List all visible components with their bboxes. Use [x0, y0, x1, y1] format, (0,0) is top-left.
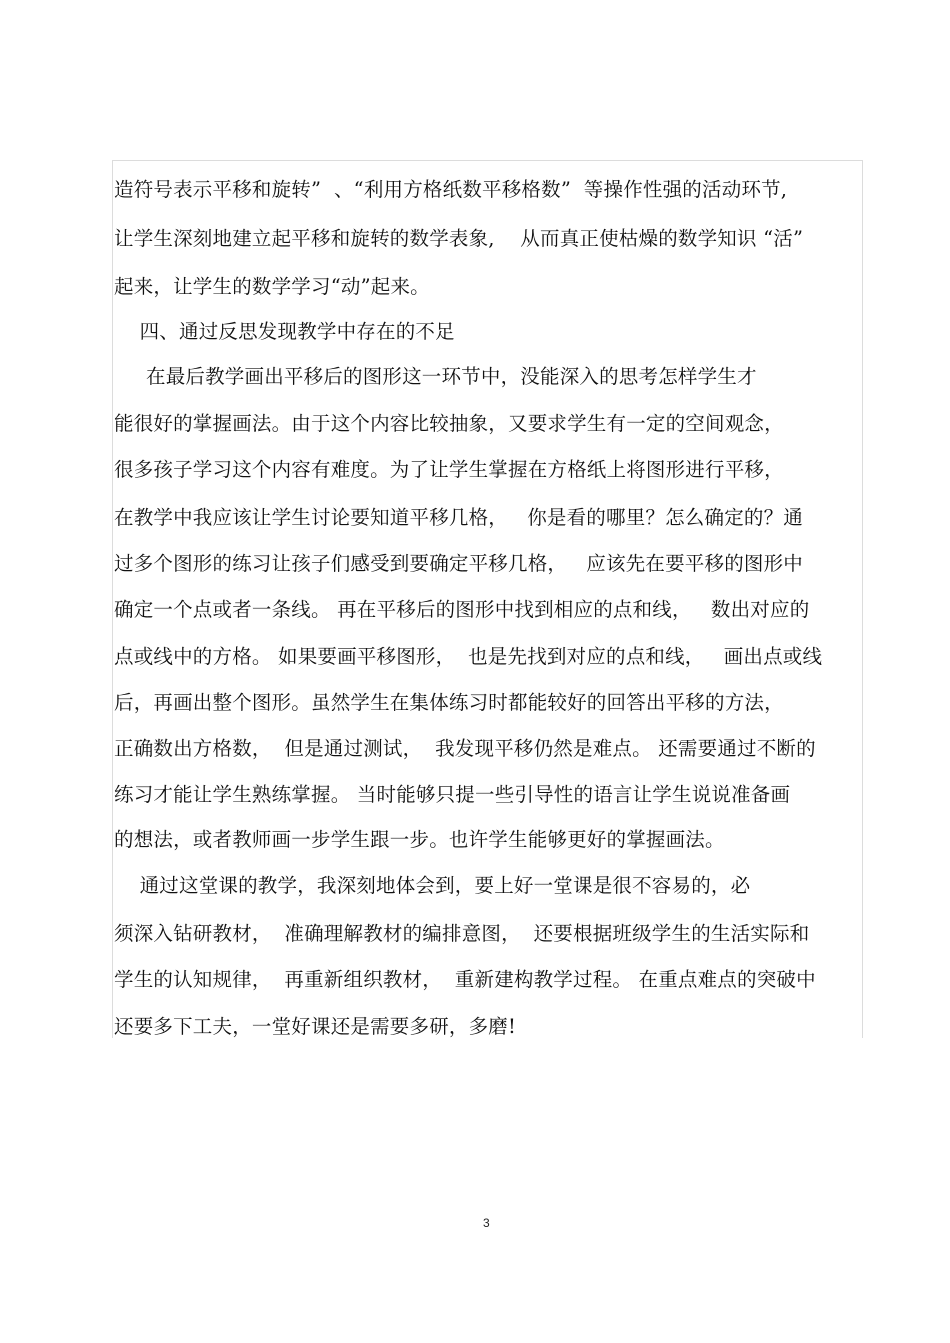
body-line-6: 能很好的掌握画法。由于这个内容比较抽象，又要求学生有一定的空间观念，	[114, 412, 784, 435]
body-line-11: 点或线中的方格。 如果要画平移图形， 也是先找到对应的点和线， 画出点或线	[114, 645, 823, 668]
body-line-18: 学生的认知规律， 再重新组织教材， 重新建构教学过程。 在重点难点的突破中	[114, 968, 816, 991]
body-line-14: 练习才能让学生熟练掌握。 当时能够只提一些引导性的语言让学生说说准备画	[114, 783, 791, 806]
body-line-10: 确定一个点或者一条线。 再在平移后的图形中找到相应的点和线， 数出对应的	[114, 598, 810, 621]
body-line-17: 须深入钻研教材， 准确理解教材的编排意图， 还要根据班级学生的生活实际和	[114, 922, 810, 945]
body-line-7: 很多孩子学习这个内容有难度。为了让学生掌握在方格纸上将图形进行平移，	[114, 458, 784, 481]
body-line-5: 在最后教学画出平移后的图形这一环节中，没能深入的思考怎样学生才	[114, 365, 757, 388]
body-line-8: 在教学中我应该让学生讨论要知道平移几格， 你是看的哪里？怎么确定的？通	[114, 506, 803, 529]
section-heading: 四、通过反思发现教学中存在的不足	[114, 320, 455, 343]
body-line-1: 造符号表示平移和旋转” 、“利用方格纸数平移格数” 等操作性强的活动环节,	[114, 178, 788, 201]
body-line-12: 后，再画出整个图形。虽然学生在集体练习时都能较好的回答出平移的方法，	[114, 691, 784, 714]
body-line-19: 还要多下工夫，一堂好课还是需要多研，多磨!	[114, 1015, 517, 1038]
body-line-16: 通过这堂课的教学，我深刻地体会到，要上好一堂课是很不容易的，必	[114, 874, 751, 897]
page-number: 3	[483, 1216, 490, 1230]
body-line-9: 过多个图形的练习让孩子们感受到要确定平移几格， 应该先在要平移的图形中	[114, 552, 803, 575]
body-line-13: 正确数出方格数， 但是通过测试， 我发现平移仍然是难点。 还需要通过不断的	[114, 737, 816, 760]
body-line-3: 起来，让学生的数学学习“动”起来。	[114, 275, 430, 298]
body-line-15: 的想法，或者教师画一步学生跟一步。也许学生能够更好的掌握画法。	[114, 828, 725, 851]
body-line-2: 让学生深刻地建立起平移和旋转的数学表象, 从而真正使枯燥的数学知识 “活”	[114, 227, 804, 250]
